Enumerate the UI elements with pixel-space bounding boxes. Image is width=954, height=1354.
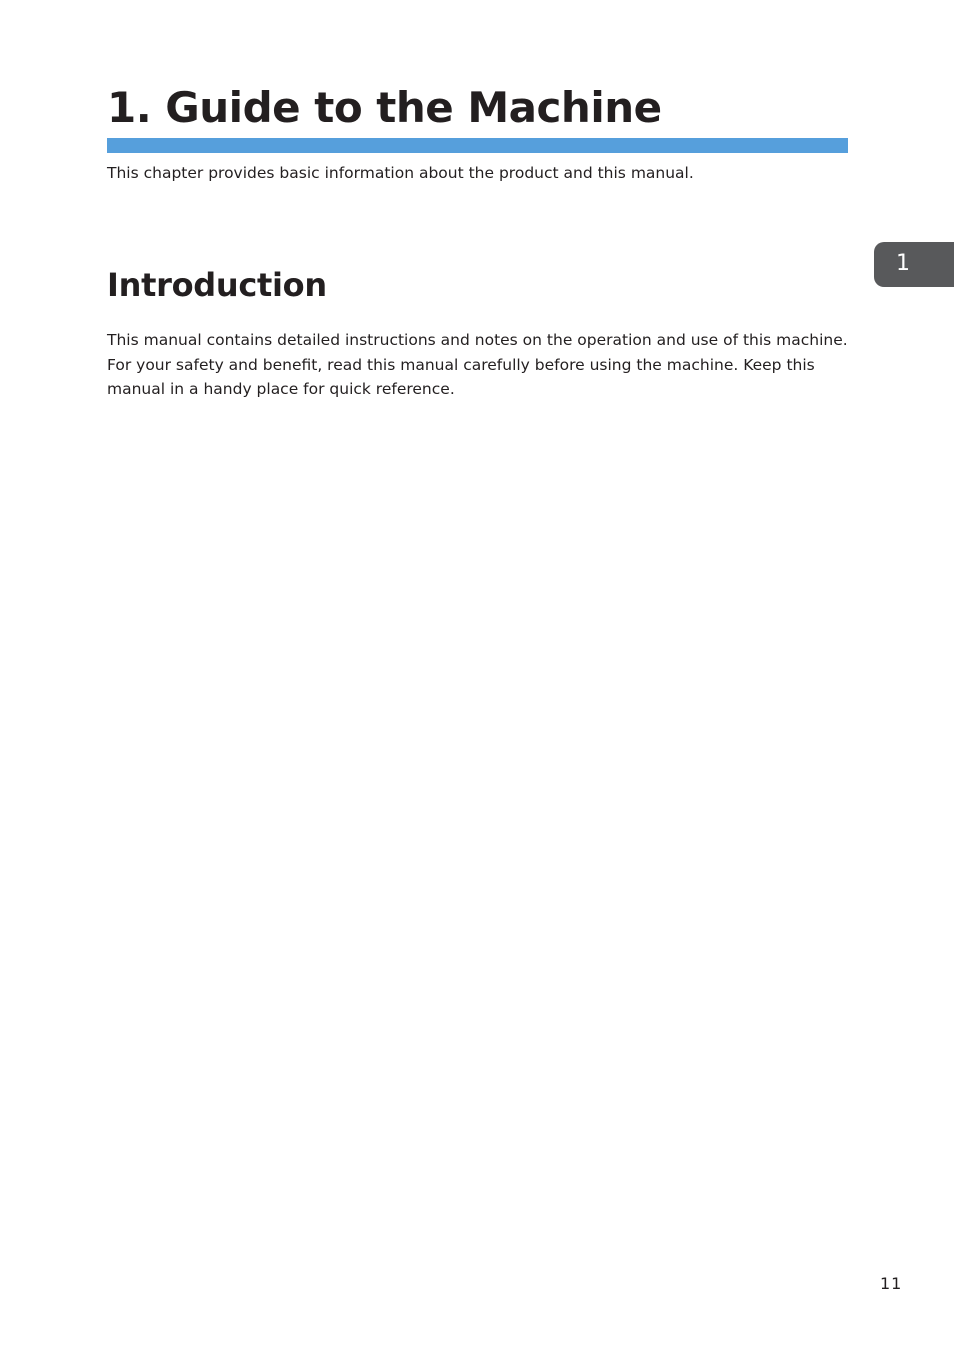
chapter-tab (874, 242, 954, 287)
section-title: Introduction (107, 266, 327, 304)
chapter-intro-text: This chapter provides basic information about the product and this manual. (107, 164, 694, 182)
section-body-text: This manual contains detailed instructions and notes on the operation and use of this machine. For your safety and benefit, read this manual carefully before using the machine. Keep this manual in a handy place for quick reference. (107, 331, 848, 398)
chapter-title-rule (107, 138, 848, 153)
chapter-tab-label: 1 (896, 251, 910, 276)
chapter-title: 1. Guide to the Machine (107, 83, 662, 132)
page-number: 11 (880, 1274, 903, 1293)
